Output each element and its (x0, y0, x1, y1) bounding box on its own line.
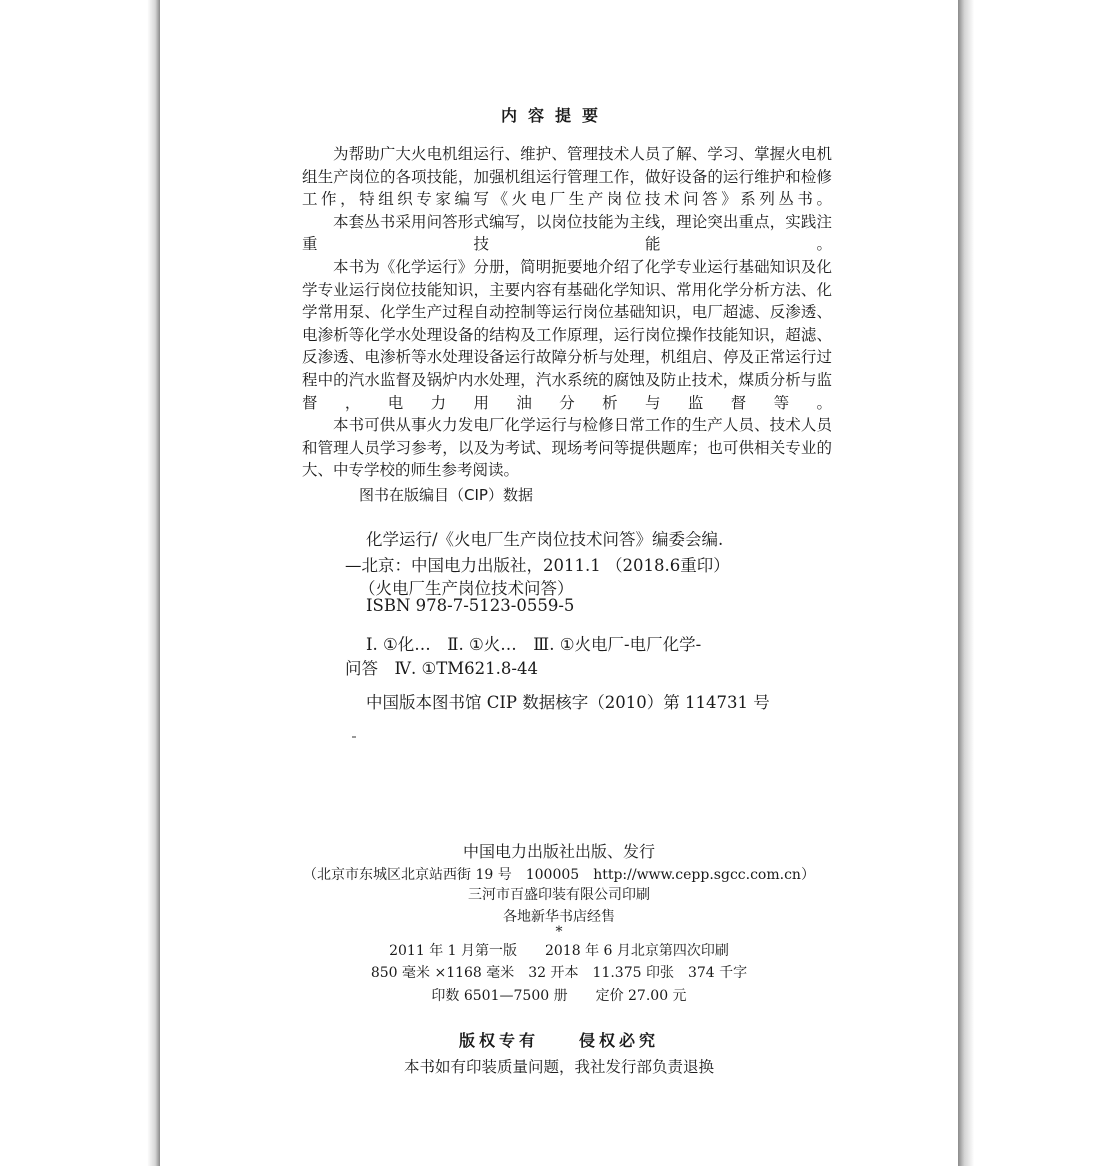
summary-paragraph: 本套丛书采用问答形式编写，以岗位技能为主线，理论突出重点，实践注重技能。 (302, 212, 832, 254)
print-run-price-line: 印数 6501—7500 册 定价 27.00 元 (431, 988, 687, 1004)
publisher-address: （北京市东城区北京站西街 19 号 100005 http://www.cepp.sgcc.com.cn） (303, 867, 815, 883)
format-line: 850 毫米 ×1168 毫米 32 开本 11.375 印张 374 千字 (370, 965, 748, 981)
cip-isbn: ISBN 978-7-5123-0559-5 (366, 596, 575, 615)
cip-record-number: 中国版本图书馆 CIP 数据核字（2010）第 114731 号 (366, 693, 770, 712)
distributor-line: 各地新华书店经售 (503, 909, 615, 925)
copyright-notice: 版权专有 侵权必究 (458, 1031, 659, 1050)
summary-title: 内容提要 (501, 106, 610, 125)
summary-paragraph: 本书可供从事火力发电厂化学运行与检修日常工作的生产人员、技术人员和管理人员学习参考，以及为考试、现场考问等提供题库；也可供相关专业的大、中专学校的师生参考阅读。 (302, 416, 832, 480)
summary-paragraph: 本书为《化学运行》分册，简明扼要地介绍了化学专业运行基础知识及化学专业运行岗位技能知识，主要内容有基础化学知识、常用化学分析方法、化学常用泵、化学生产过程自动控制等运行岗位基础知识，电厂超滤、反渗透、电渗析等化学水处理设备的结构及工作原理，运行岗位操作技能知识，超滤、反渗透、电渗析等水处理设备运行故障分析与处理，机组启、停及正常运行过程中的汽水监督及锅炉内水处理，汽水系统的腐蚀及防止技术，煤质分析与监督，电力用油分析与监督等。 (302, 257, 832, 412)
cip-heading: 图书在版编目（CIP）数据 (359, 486, 533, 504)
separator-asterisk: * (555, 924, 563, 940)
return-policy: 本书如有印装质量问题，我社发行部负责退换 (403, 1058, 714, 1076)
copyright-page (161, 0, 957, 1166)
page-left-margin (0, 0, 160, 1166)
cip-classification-line: Ⅰ. ①化… Ⅱ. ①火… Ⅲ. ①火电厂-电厂化学- (366, 635, 702, 654)
publisher-line: 中国电力出版社出版、发行 (462, 842, 655, 861)
cip-classification-line: 问答 Ⅳ. ①TM621.8-44 (345, 659, 538, 678)
scan-speck (352, 736, 356, 738)
summary-paragraph: 为帮助广大火电机组运行、维护、管理技术人员了解、学习、掌握火电机组生产岗位的各项技能，加强机组运行管理工作，做好设备的运行维护和检修工作，特组织专家编写《火电厂生产岗位技术问答》系列丛书。 (302, 145, 832, 209)
cip-series-line: （火电厂生产岗位技术问答） (359, 579, 574, 598)
summary-text (302, 143, 832, 482)
page-right-margin (958, 0, 1120, 1166)
printer-line: 三河市百盛印装有限公司印刷 (468, 887, 650, 903)
edition-line: 2011 年 1 月第一版 2018 年 6 月北京第四次印刷 (389, 943, 729, 959)
cip-title-line: 化学运行/《火电厂生产岗位技术问答》编委会编. (366, 530, 724, 549)
cip-publisher-line: —北京：中国电力出版社，2011.1 （2018.6重印） (345, 556, 730, 575)
